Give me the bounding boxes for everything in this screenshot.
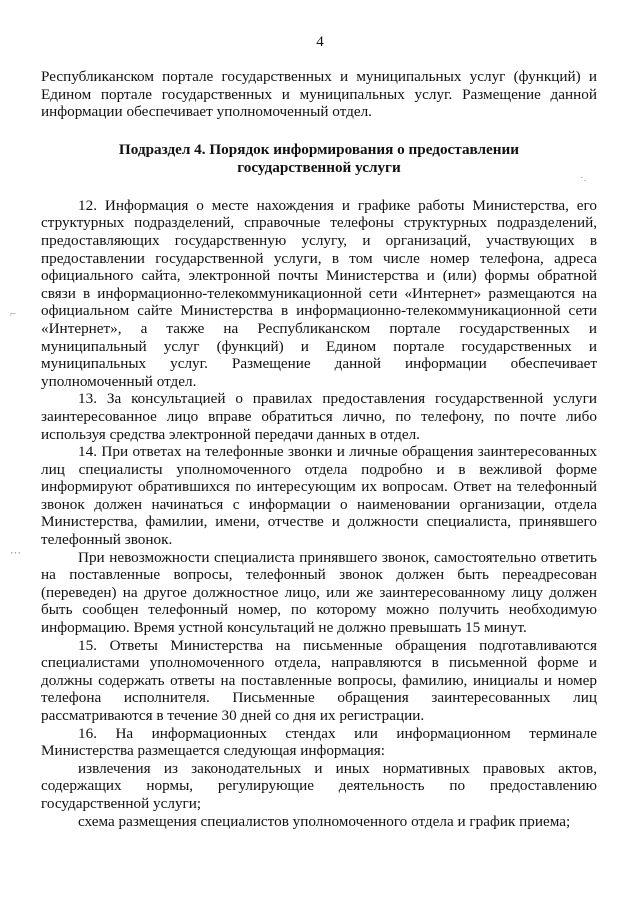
scan-margin-mark: ·. <box>580 172 587 184</box>
list-item-extracts: извлечения из законодательных и иных нормативных правовых актов, содержащих нормы, регулирующие деятельность по предоставлению государственной услуги; <box>41 759 597 812</box>
document-body <box>41 68 597 830</box>
paragraph-13: 13. За консультацией о правилах предоставления государственной услуги заинтересованное лицо вправе обратиться лично, по телефону, по почте либо используя средства электронной передачи данных в отдел. <box>41 390 597 443</box>
list-item-schedule: схема размещения специалистов уполномоченного отдела и график приема; <box>78 812 571 830</box>
paragraph-continuation: Республиканском портале государственных и муниципальных услуг (функций) и Едином портале государственных и муниципальных услуг. Размещение данной информации обеспечивает уполномоченный отдел. <box>41 68 597 121</box>
section-heading: Подраздел 4. Порядок информирования о предоставлении государственной услуги <box>118 140 520 176</box>
paragraph-16: 16. На информационных стендах или информационном терминале Министерства размещается следующая информация: <box>41 724 597 760</box>
paragraph-14-continued: При невозможности специалиста принявшего звонок, самостоятельно ответить на поставленные вопросы, телефонный звонок должен быть переадресован (переведен) на другое должностное лицо, или же заинтересованному лицу должен быть сообщен телефонный номер, по которому можно получить необходимую информацию. Время устной консультаций не должно превышать 15 минут. <box>41 548 597 637</box>
scan-margin-mark: ⌐ <box>10 308 17 320</box>
paragraph-12: 12. Информация о месте нахождения и графике работы Министерства, его структурных подразделений, справочные телефоны структурных подразделений, предоставляющих государственную услугу, и организаций, участвующих в предоставлении государственной услуги, в том числе номер телефона, адреса официального сайта, электронной почты Министерства и (или) формы обратной связи в информационно-телекоммуникационной сети «Интернет» размещаются на официальном сайте Министерства в информационно-телекоммуникационной сети «Интернет», а также на Республиканском портале государственных и муниципальный услуг (функций) и Едином портале государственных и муниципальных услуг. Размещение данной информации обеспечивает уполномоченный отдел. <box>41 196 597 390</box>
paragraph-15: 15. Ответы Министерства на письменные обращения подготавливаются специалистами уполномоченного отдела, направляются в письменной форме и должны содержать ответы на поставленные вопросы, фамилию, инициалы и номер телефона исполнителя. Письменные обращения заинтересованных лиц рассматриваются в течение 30 дней со дня их регистрации. <box>41 636 597 724</box>
page-number: 4 <box>316 34 324 50</box>
scan-margin-mark: ⋯ <box>10 547 21 559</box>
paragraph-14: 14. При ответах на телефонные звонки и личные обращения заинтересованных лиц специалисты уполномоченного отдела подробно и в вежливой форме информируют обратившихся по интересующим их вопросам. Ответ на телефонный звонок должен начинаться с информации о наименовании организации, отдела Министерства, фамилии, имени, отчестве и должности специалиста, принявшего телефонный звонок. <box>41 443 597 549</box>
